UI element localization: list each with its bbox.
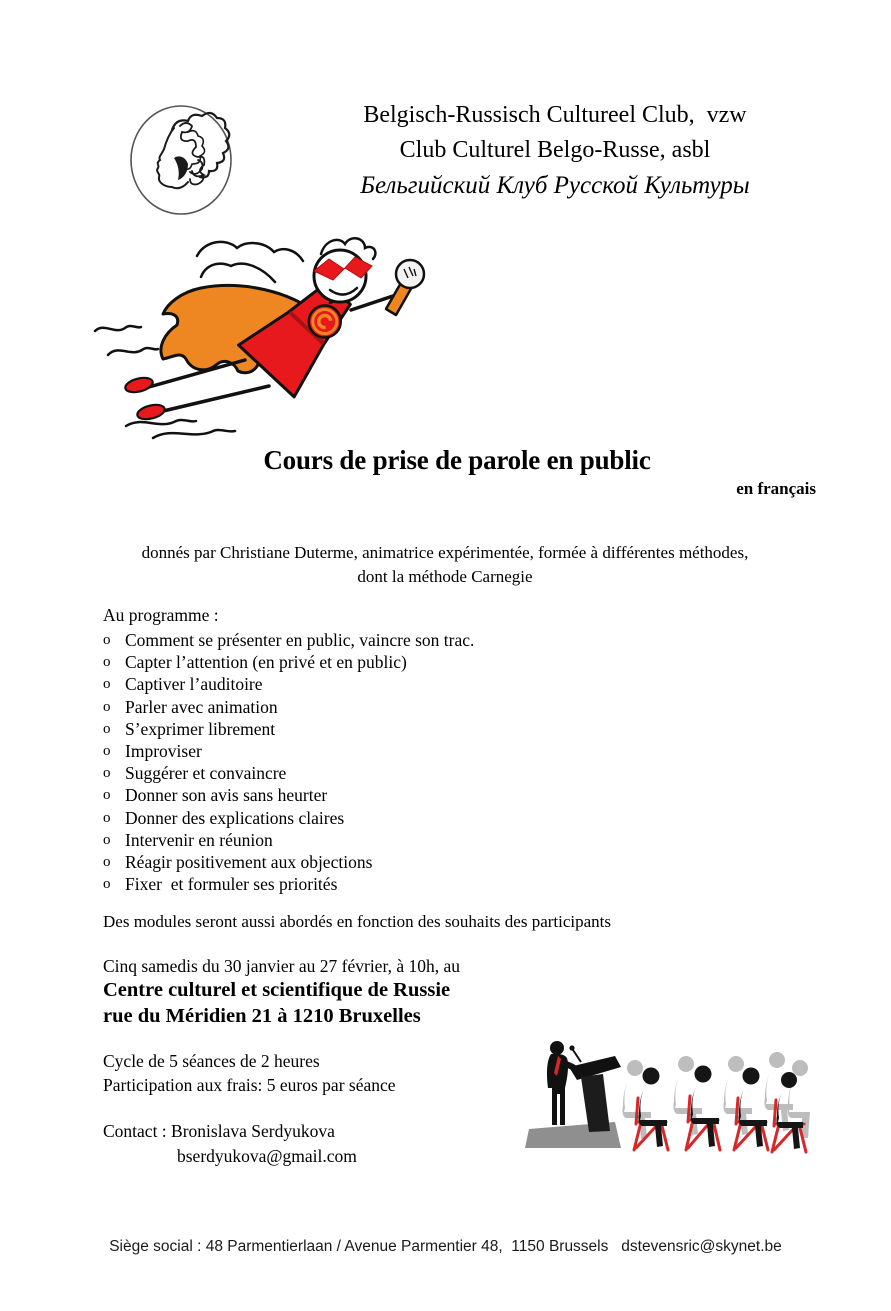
list-item bbox=[103, 673, 663, 695]
list-item-text: Donner son avis sans heurter bbox=[125, 785, 328, 806]
list-item-text: Captiver l’auditoire bbox=[125, 674, 263, 695]
contact-email: bserdyukova@gmail.com bbox=[177, 1145, 357, 1166]
club-logo-pushkin-icon bbox=[128, 102, 234, 218]
list-item-text: Comment se présenter en public, vaincre son trac. bbox=[125, 630, 475, 650]
podium bbox=[569, 1045, 621, 1132]
schedule-section bbox=[103, 954, 703, 1029]
list-item bbox=[103, 718, 663, 740]
fee-info: Participation aux frais: 5 euros par séance bbox=[103, 1074, 396, 1095]
bullet-icon: o bbox=[103, 876, 111, 893]
venue-name: Centre culturel et scientifique de Russie bbox=[103, 979, 451, 1001]
shoe bbox=[136, 402, 166, 421]
contact-name: Contact : Bronislava Serdyukova bbox=[103, 1121, 335, 1141]
intro-line1: donnés par Christiane Duterme, animatrice expérimentée, formée à différentes méthodes, bbox=[141, 543, 749, 562]
venue-address: rue du Méridien 21 à 1210 Bruxelles bbox=[103, 1004, 421, 1027]
program-heading: Au programme : bbox=[103, 605, 219, 625]
bullet-icon: o bbox=[103, 743, 111, 760]
cycle-info: Cycle de 5 séances de 2 heures bbox=[103, 1051, 320, 1071]
list-item bbox=[103, 784, 663, 806]
intro-block bbox=[60, 541, 830, 588]
footer-address: Siège social : 48 Parmentierlaan / Avenue Parmentier 48, 1150 Brussels dstevensric@skynet.be bbox=[109, 1238, 782, 1255]
microphone-head bbox=[396, 260, 424, 288]
contact-section bbox=[103, 1119, 553, 1168]
club-name-russian: Бельгийский Клуб Русской Культуры bbox=[360, 172, 750, 199]
course-title: Cours de prise de parole en public bbox=[263, 445, 651, 475]
list-item bbox=[103, 740, 663, 762]
list-item-text: S’exprimer librement bbox=[125, 718, 276, 739]
list-item bbox=[103, 696, 663, 718]
list-item-text: Suggérer et convaincre bbox=[125, 763, 287, 784]
list-item-text: Parler avec animation bbox=[125, 696, 278, 717]
list-item bbox=[103, 651, 663, 673]
bullet-icon: o bbox=[103, 632, 111, 648]
bullet-icon: o bbox=[103, 720, 111, 737]
audience-illustration bbox=[523, 1036, 811, 1154]
club-name-french: Club Culturel Belgo-Russe, asbl bbox=[399, 137, 711, 163]
bullet-icon: o bbox=[103, 787, 111, 804]
club-name-block bbox=[240, 98, 870, 203]
list-item bbox=[103, 629, 663, 651]
list-item bbox=[103, 829, 663, 851]
list-item-text: Capter l’attention (en privé et en public) bbox=[125, 652, 407, 673]
list-item-text: Fixer et formuler ses priorités bbox=[125, 874, 338, 895]
bullet-icon: o bbox=[103, 765, 111, 782]
schedule-dates: Cinq samedis du 30 janvier au 27 février, à 10h, au bbox=[103, 956, 460, 976]
club-name-dutch: Belgisch-Russisch Cultureel Club, vzw bbox=[363, 102, 747, 128]
list-item bbox=[103, 762, 663, 784]
superhero-illustration bbox=[93, 230, 465, 444]
bullet-icon: o bbox=[103, 698, 111, 715]
bullet-icon: o bbox=[103, 809, 111, 826]
bullet-icon: o bbox=[103, 676, 111, 693]
list-item bbox=[103, 851, 663, 873]
list-item bbox=[103, 807, 663, 829]
intro-line2: dont la méthode Carnegie bbox=[357, 566, 533, 586]
bullet-icon: o bbox=[103, 654, 111, 671]
list-item-text: Réagir positivement aux objections bbox=[125, 852, 373, 873]
modules-note: Des modules seront aussi abordés en fonction des souhaits des participants bbox=[103, 912, 612, 931]
program-section bbox=[103, 604, 663, 895]
shoe bbox=[124, 375, 154, 394]
language-note: en français bbox=[736, 479, 816, 498]
bullet-icon: o bbox=[103, 831, 111, 848]
speaker bbox=[547, 1041, 582, 1125]
bullet-icon: o bbox=[103, 854, 111, 871]
list-item-text: Improviser bbox=[125, 741, 202, 762]
list-item bbox=[103, 873, 663, 895]
list-item-text: Intervenir en réunion bbox=[125, 829, 273, 850]
list-item-text: Donner des explications claires bbox=[125, 807, 345, 828]
